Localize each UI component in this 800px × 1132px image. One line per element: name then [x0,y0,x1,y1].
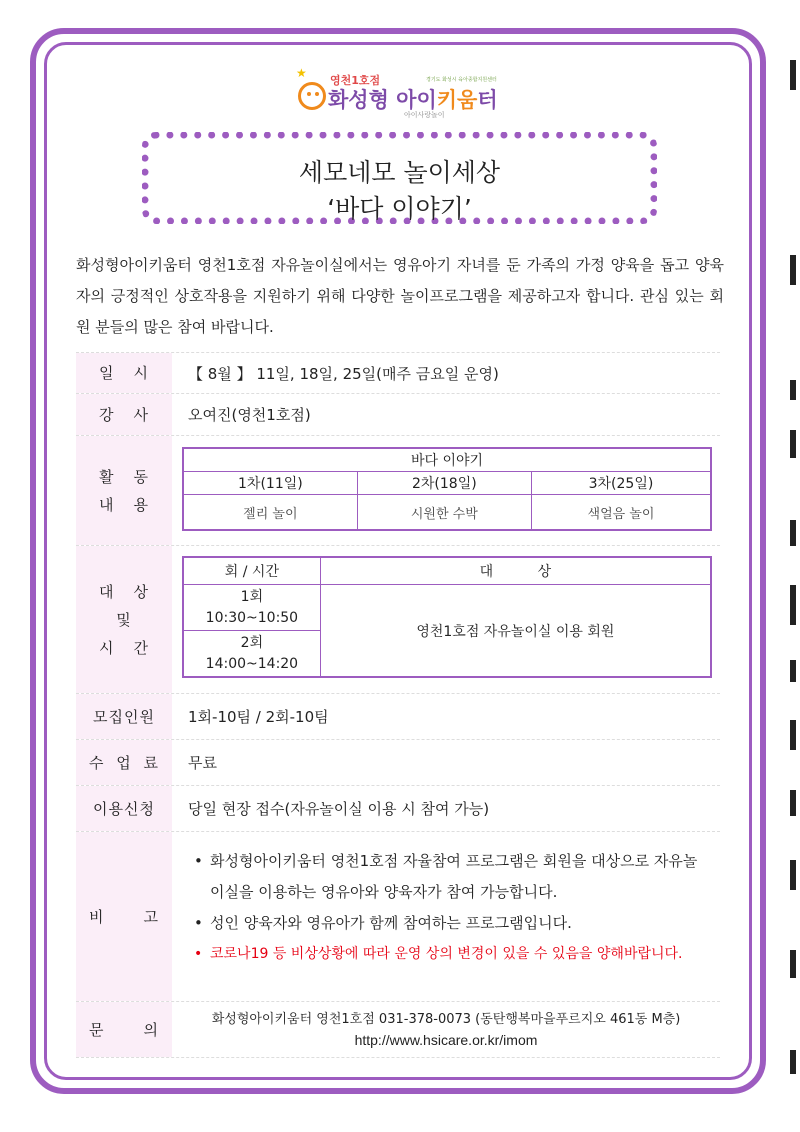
note-item: • 화성형아이키움터 영천1호점 자율참여 프로그램은 회원을 대상으로 자유놀이실을 이용하는 영유아와 양육자가 참여 가능합니다. [188,846,708,908]
logo-sub: 아이사랑놀이 [404,111,445,119]
label-recruit: 모집인원 [76,694,172,739]
label-contact: 문 의 [76,1002,172,1057]
value-fee: 무료 [188,754,217,772]
contact-info [172,1002,720,1057]
contact-url[interactable]: http://www.hsicare.or.kr/imom [354,1032,538,1048]
target-table [182,556,712,678]
label-fee: 수 업 료 [76,740,172,785]
activity-header: 바다 이야기 [183,448,711,472]
title-box [142,132,657,224]
time-slot-2: 2회 14:00~14:20 [183,631,320,678]
activity-content-3: 색얼음 놀이 [531,495,711,531]
smile-face-icon [298,82,326,110]
row-fee [76,740,720,786]
label-notes: 비 고 [76,832,172,1001]
logo-org: 경기도 화성시 육아종합지원센터 [426,77,497,83]
col-target-header: 대 상 [320,557,711,585]
activity-round-1: 1차(11일) [183,472,357,495]
time-slot-1: 1회 10:30~10:50 [183,585,320,631]
note-item: • 성인 양육자와 영유아가 함께 참여하는 프로그램입니다. [188,908,708,939]
col-time-header: 회 / 시간 [183,557,320,585]
row-contact [76,1002,720,1058]
logo-branch: 영천1호점 [330,74,381,87]
row-apply [76,786,720,832]
value-recruit: 1회-10팀 / 2회-10팀 [188,708,329,726]
activity-content-2: 시원한 수박 [357,495,531,531]
intro-paragraph: 화성형아이키움터 영천1호점 자유놀이실에서는 영유아기 자녀를 둔 가족의 가정 양육을 돕고 양육자의 긍정적인 상호작용을 지원하기 위해 다양한 놀이프로그램을 제공하고자 합니다. 관심 있는 회원 분들의 많은 참여 바랍니다. [76,256,724,336]
kium-logo [296,66,506,122]
star-icon: ★ [296,66,307,80]
activity-table [182,447,712,531]
label-teacher: 강 사 [76,394,172,435]
label-date: 일 시 [76,353,172,393]
adjacent-page-edge [788,0,800,1132]
label-target: 대 상 및 시 간 [76,546,172,693]
activity-content-1: 젤리 놀이 [183,495,357,531]
value-date: 【 8월 】 11일, 18일, 25일(매주 금요일 운영) [188,364,499,383]
activity-round-2: 2차(18일) [357,472,531,495]
info-table [76,352,720,1058]
label-apply: 이용신청 [76,786,172,831]
contact-line: 화성형아이키움터 영천1호점 031-378-0073 (동탄행복마을푸르지오 461동 M층) [211,1012,681,1027]
target-text: 영천1호점 자유놀이실 이용 회원 [320,585,711,678]
title-line-2: ‘바다 이야기’ [327,194,472,223]
row-activity [76,436,720,546]
row-target [76,546,720,694]
logo-name: 화성형 아이키움터 [328,88,498,112]
activity-round-3: 3차(25일) [531,472,711,495]
row-teacher [76,394,720,436]
value-teacher: 오여진(영천1호점) [188,406,311,424]
notes-list [188,846,708,970]
label-activity: 활 동 내 용 [76,436,172,545]
row-date [76,352,720,394]
row-notes [76,832,720,1002]
row-recruit [76,694,720,740]
title-line-1: 세모네모 놀이세상 [298,158,501,187]
note-warning: • 코로나19 등 비상상황에 따라 운영 상의 변경이 있을 수 있음을 양해바랍니다. [188,939,708,970]
value-apply: 당일 현장 접수(자유놀이실 이용 시 참여 가능) [188,800,490,818]
